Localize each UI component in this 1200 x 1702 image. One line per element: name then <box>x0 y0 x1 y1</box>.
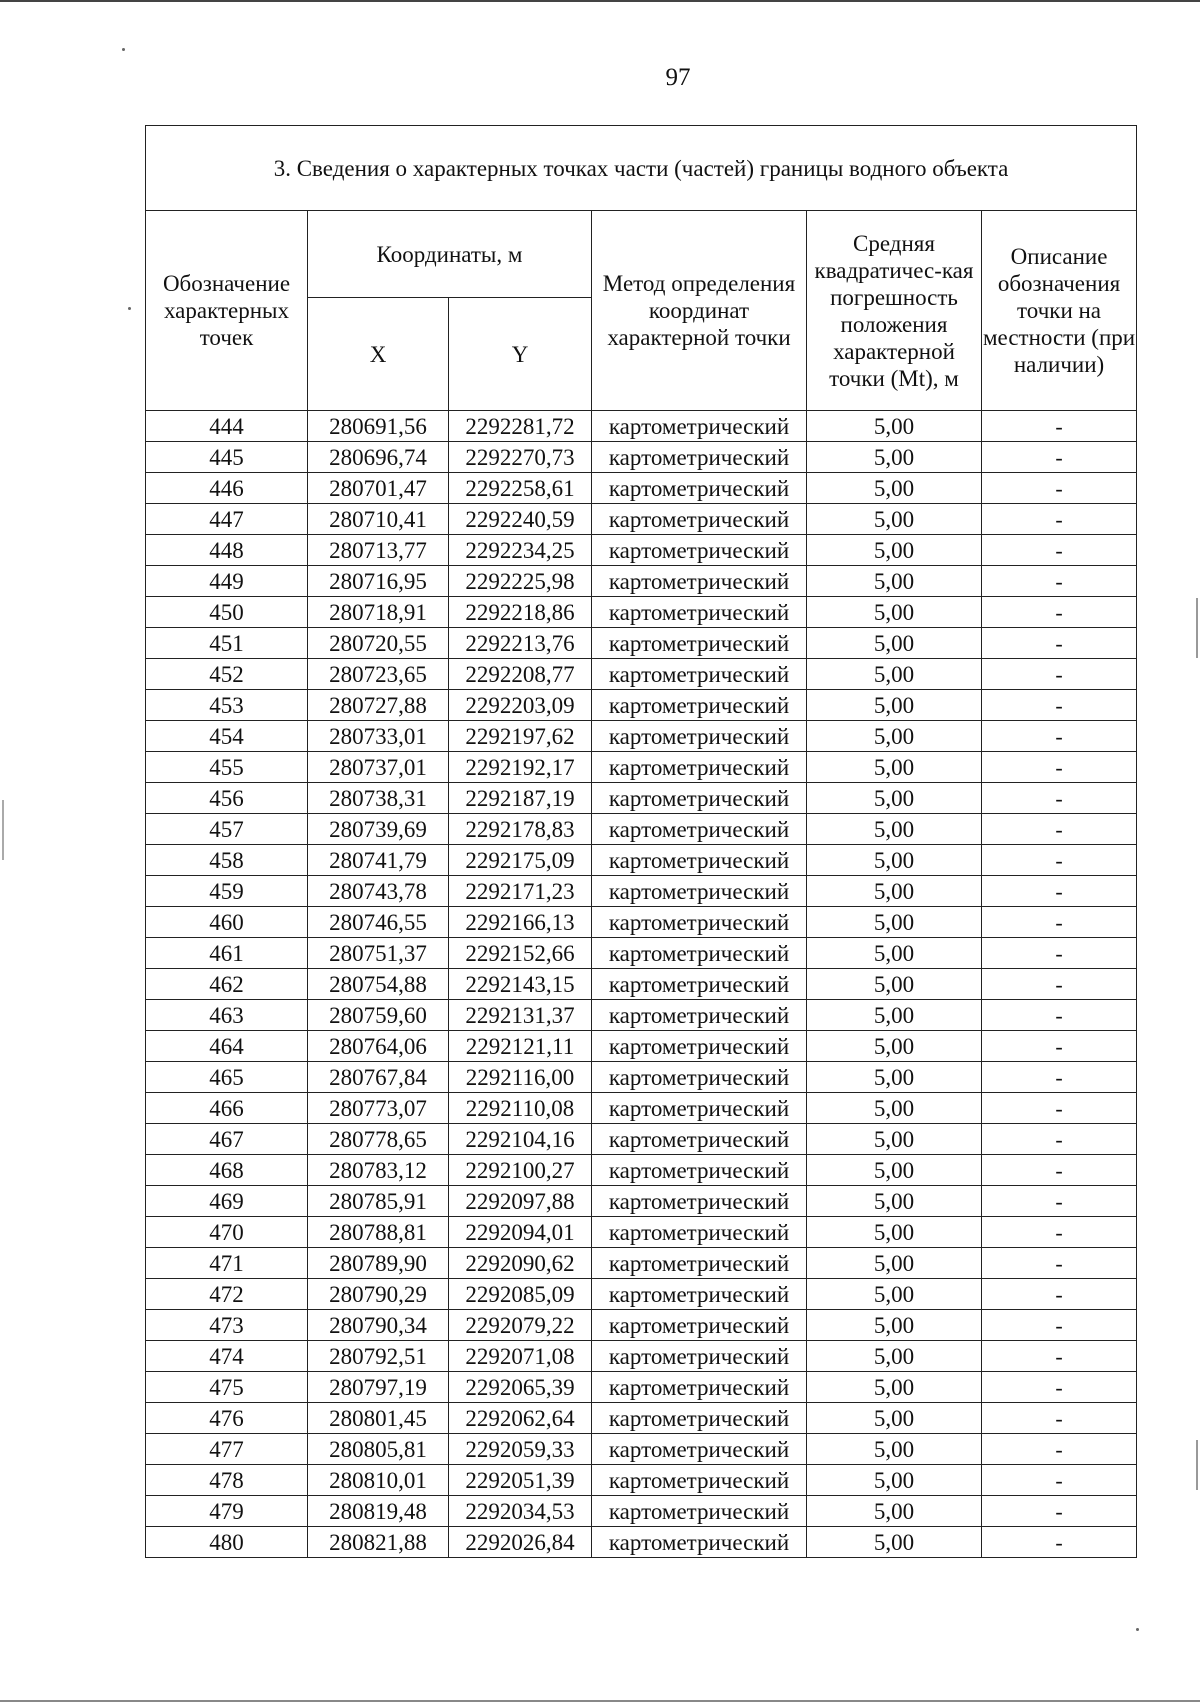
method-cell: картометрический <box>592 876 807 907</box>
accuracy-cell: 5,00 <box>807 659 982 690</box>
x-coordinate-cell: 280691,56 <box>308 411 449 442</box>
table-row <box>146 566 1137 597</box>
x-coordinate-cell: 280710,41 <box>308 504 449 535</box>
method-cell: картометрический <box>592 907 807 938</box>
description-cell: - <box>982 1403 1137 1434</box>
accuracy-cell: 5,00 <box>807 752 982 783</box>
scan-speck <box>128 307 131 310</box>
header-description: Описание обозначения точки на местности (при наличии) <box>982 211 1137 411</box>
method-cell: картометрический <box>592 1093 807 1124</box>
point-id-cell: 452 <box>146 659 308 690</box>
accuracy-cell: 5,00 <box>807 1217 982 1248</box>
method-cell: картометрический <box>592 721 807 752</box>
accuracy-cell: 5,00 <box>807 473 982 504</box>
method-cell: картометрический <box>592 1310 807 1341</box>
point-id-cell: 455 <box>146 752 308 783</box>
point-id-cell: 444 <box>146 411 308 442</box>
method-cell: картометрический <box>592 969 807 1000</box>
y-coordinate-cell: 2292104,16 <box>449 1124 592 1155</box>
y-coordinate-cell: 2292026,84 <box>449 1527 592 1558</box>
description-cell: - <box>982 1527 1137 1558</box>
table-row <box>146 938 1137 969</box>
y-coordinate-cell: 2292079,22 <box>449 1310 592 1341</box>
x-coordinate-cell: 280713,77 <box>308 535 449 566</box>
y-coordinate-cell: 2292225,98 <box>449 566 592 597</box>
description-cell: - <box>982 1341 1137 1372</box>
point-id-cell: 462 <box>146 969 308 1000</box>
x-coordinate-cell: 280778,65 <box>308 1124 449 1155</box>
description-cell: - <box>982 1124 1137 1155</box>
table-row <box>146 1372 1137 1403</box>
accuracy-cell: 5,00 <box>807 504 982 535</box>
y-coordinate-cell: 2292110,08 <box>449 1093 592 1124</box>
method-cell: картометрический <box>592 1217 807 1248</box>
method-cell: картометрический <box>592 1279 807 1310</box>
point-id-cell: 459 <box>146 876 308 907</box>
point-id-cell: 466 <box>146 1093 308 1124</box>
header-point-designation: Обозначение характерных точек <box>146 211 308 411</box>
method-cell: картометрический <box>592 1031 807 1062</box>
point-id-cell: 463 <box>146 1000 308 1031</box>
x-coordinate-cell: 280783,12 <box>308 1155 449 1186</box>
y-coordinate-cell: 2292213,76 <box>449 628 592 659</box>
scan-edge-right-mark <box>1196 598 1198 658</box>
y-coordinate-cell: 2292175,09 <box>449 845 592 876</box>
description-cell: - <box>982 876 1137 907</box>
description-cell: - <box>982 1372 1137 1403</box>
x-coordinate-cell: 280701,47 <box>308 473 449 504</box>
description-cell: - <box>982 690 1137 721</box>
y-coordinate-cell: 2292240,59 <box>449 504 592 535</box>
method-cell: картометрический <box>592 535 807 566</box>
description-cell: - <box>982 845 1137 876</box>
table-row <box>146 442 1137 473</box>
description-cell: - <box>982 504 1137 535</box>
y-coordinate-cell: 2292203,09 <box>449 690 592 721</box>
method-cell: картометрический <box>592 597 807 628</box>
table-row <box>146 1217 1137 1248</box>
x-coordinate-cell: 280821,88 <box>308 1527 449 1558</box>
description-cell: - <box>982 442 1137 473</box>
point-id-cell: 476 <box>146 1403 308 1434</box>
table-row <box>146 1496 1137 1527</box>
header-coordinates: Координаты, м <box>308 211 592 298</box>
description-cell: - <box>982 473 1137 504</box>
method-cell: картометрический <box>592 504 807 535</box>
point-id-cell: 446 <box>146 473 308 504</box>
accuracy-cell: 5,00 <box>807 1465 982 1496</box>
method-cell: картометрический <box>592 1527 807 1558</box>
x-coordinate-cell: 280737,01 <box>308 752 449 783</box>
method-cell: картометрический <box>592 659 807 690</box>
y-coordinate-cell: 2292116,00 <box>449 1062 592 1093</box>
accuracy-cell: 5,00 <box>807 1248 982 1279</box>
method-cell: картометрический <box>592 1124 807 1155</box>
table-row <box>146 845 1137 876</box>
accuracy-cell: 5,00 <box>807 1372 982 1403</box>
y-coordinate-cell: 2292062,64 <box>449 1403 592 1434</box>
x-coordinate-cell: 280754,88 <box>308 969 449 1000</box>
method-cell: картометрический <box>592 442 807 473</box>
point-id-cell: 473 <box>146 1310 308 1341</box>
y-coordinate-cell: 2292065,39 <box>449 1372 592 1403</box>
method-cell: картометрический <box>592 752 807 783</box>
x-coordinate-cell: 280739,69 <box>308 814 449 845</box>
method-cell: картометрический <box>592 1000 807 1031</box>
method-cell: картометрический <box>592 1434 807 1465</box>
point-id-cell: 447 <box>146 504 308 535</box>
y-coordinate-cell: 2292258,61 <box>449 473 592 504</box>
x-coordinate-cell: 280773,07 <box>308 1093 449 1124</box>
table-row <box>146 1000 1137 1031</box>
accuracy-cell: 5,00 <box>807 938 982 969</box>
x-coordinate-cell: 280741,79 <box>308 845 449 876</box>
y-coordinate-cell: 2292121,11 <box>449 1031 592 1062</box>
y-coordinate-cell: 2292234,25 <box>449 535 592 566</box>
description-cell: - <box>982 1434 1137 1465</box>
table-row <box>146 1434 1137 1465</box>
y-coordinate-cell: 2292034,53 <box>449 1496 592 1527</box>
table-row <box>146 535 1137 566</box>
accuracy-cell: 5,00 <box>807 1124 982 1155</box>
y-coordinate-cell: 2292059,33 <box>449 1434 592 1465</box>
point-id-cell: 470 <box>146 1217 308 1248</box>
header-accuracy: Средняя квадратичес-кая погрешность положения характерной точки (Mt), м <box>807 211 982 411</box>
x-coordinate-cell: 280733,01 <box>308 721 449 752</box>
accuracy-cell: 5,00 <box>807 845 982 876</box>
scan-speck <box>1136 1628 1139 1631</box>
y-coordinate-cell: 2292281,72 <box>449 411 592 442</box>
x-coordinate-cell: 280743,78 <box>308 876 449 907</box>
table-row <box>146 1155 1137 1186</box>
accuracy-cell: 5,00 <box>807 1310 982 1341</box>
scan-edge-left-mark <box>2 800 4 860</box>
x-coordinate-cell: 280696,74 <box>308 442 449 473</box>
accuracy-cell: 5,00 <box>807 1062 982 1093</box>
description-cell: - <box>982 628 1137 659</box>
description-cell: - <box>982 411 1137 442</box>
y-coordinate-cell: 2292051,39 <box>449 1465 592 1496</box>
y-coordinate-cell: 2292143,15 <box>449 969 592 1000</box>
accuracy-cell: 5,00 <box>807 1155 982 1186</box>
scan-edge-top <box>0 0 1200 2</box>
point-id-cell: 465 <box>146 1062 308 1093</box>
method-cell: картометрический <box>592 845 807 876</box>
y-coordinate-cell: 2292166,13 <box>449 907 592 938</box>
accuracy-cell: 5,00 <box>807 1527 982 1558</box>
table-row <box>146 659 1137 690</box>
accuracy-cell: 5,00 <box>807 442 982 473</box>
description-cell: - <box>982 814 1137 845</box>
x-coordinate-cell: 280767,84 <box>308 1062 449 1093</box>
accuracy-cell: 5,00 <box>807 566 982 597</box>
table-row <box>146 1527 1137 1558</box>
table-row <box>146 1465 1137 1496</box>
point-id-cell: 451 <box>146 628 308 659</box>
point-id-cell: 480 <box>146 1527 308 1558</box>
point-id-cell: 464 <box>146 1031 308 1062</box>
x-coordinate-cell: 280790,29 <box>308 1279 449 1310</box>
description-cell: - <box>982 783 1137 814</box>
method-cell: картометрический <box>592 938 807 969</box>
point-id-cell: 458 <box>146 845 308 876</box>
accuracy-cell: 5,00 <box>807 1186 982 1217</box>
point-id-cell: 474 <box>146 1341 308 1372</box>
point-id-cell: 468 <box>146 1155 308 1186</box>
x-coordinate-cell: 280785,91 <box>308 1186 449 1217</box>
accuracy-cell: 5,00 <box>807 814 982 845</box>
accuracy-cell: 5,00 <box>807 1279 982 1310</box>
method-cell: картометрический <box>592 411 807 442</box>
x-coordinate-cell: 280805,81 <box>308 1434 449 1465</box>
x-coordinate-cell: 280819,48 <box>308 1496 449 1527</box>
description-cell: - <box>982 1465 1137 1496</box>
x-coordinate-cell: 280759,60 <box>308 1000 449 1031</box>
accuracy-cell: 5,00 <box>807 1341 982 1372</box>
description-cell: - <box>982 752 1137 783</box>
description-cell: - <box>982 1155 1137 1186</box>
accuracy-cell: 5,00 <box>807 1434 982 1465</box>
method-cell: картометрический <box>592 1155 807 1186</box>
table-row <box>146 1341 1137 1372</box>
y-coordinate-cell: 2292270,73 <box>449 442 592 473</box>
point-id-cell: 472 <box>146 1279 308 1310</box>
point-id-cell: 479 <box>146 1496 308 1527</box>
point-id-cell: 449 <box>146 566 308 597</box>
description-cell: - <box>982 721 1137 752</box>
description-cell: - <box>982 1062 1137 1093</box>
accuracy-cell: 5,00 <box>807 876 982 907</box>
table-row <box>146 1124 1137 1155</box>
description-cell: - <box>982 566 1137 597</box>
description-cell: - <box>982 1093 1137 1124</box>
table-row <box>146 411 1137 442</box>
accuracy-cell: 5,00 <box>807 597 982 628</box>
x-coordinate-cell: 280720,55 <box>308 628 449 659</box>
method-cell: картометрический <box>592 1496 807 1527</box>
y-coordinate-cell: 2292218,86 <box>449 597 592 628</box>
point-id-cell: 477 <box>146 1434 308 1465</box>
x-coordinate-cell: 280751,37 <box>308 938 449 969</box>
table-row <box>146 1248 1137 1279</box>
table-row <box>146 1062 1137 1093</box>
description-cell: - <box>982 1217 1137 1248</box>
method-cell: картометрический <box>592 814 807 845</box>
description-cell: - <box>982 1186 1137 1217</box>
accuracy-cell: 5,00 <box>807 1093 982 1124</box>
table-row <box>146 814 1137 845</box>
table-row <box>146 1310 1137 1341</box>
description-cell: - <box>982 907 1137 938</box>
table-row <box>146 1093 1137 1124</box>
y-coordinate-cell: 2292192,17 <box>449 752 592 783</box>
point-id-cell: 471 <box>146 1248 308 1279</box>
point-id-cell: 456 <box>146 783 308 814</box>
accuracy-cell: 5,00 <box>807 411 982 442</box>
description-cell: - <box>982 659 1137 690</box>
table-row <box>146 504 1137 535</box>
table-row <box>146 969 1137 1000</box>
y-coordinate-cell: 2292178,83 <box>449 814 592 845</box>
page-number: 97 <box>665 64 691 91</box>
description-cell: - <box>982 535 1137 566</box>
x-coordinate-cell: 280797,19 <box>308 1372 449 1403</box>
x-coordinate-cell: 280788,81 <box>308 1217 449 1248</box>
method-cell: картометрический <box>592 566 807 597</box>
accuracy-cell: 5,00 <box>807 1031 982 1062</box>
x-coordinate-cell: 280738,31 <box>308 783 449 814</box>
point-id-cell: 454 <box>146 721 308 752</box>
table-row <box>146 628 1137 659</box>
x-coordinate-cell: 280810,01 <box>308 1465 449 1496</box>
point-id-cell: 457 <box>146 814 308 845</box>
y-coordinate-cell: 2292090,62 <box>449 1248 592 1279</box>
scan-speck <box>122 48 125 51</box>
accuracy-cell: 5,00 <box>807 1403 982 1434</box>
table-row <box>146 783 1137 814</box>
description-cell: - <box>982 969 1137 1000</box>
header-x: X <box>308 298 449 411</box>
accuracy-cell: 5,00 <box>807 690 982 721</box>
section-title: 3. Сведения о характерных точках части (частей) границы водного объекта <box>146 126 1137 211</box>
table-row <box>146 1186 1137 1217</box>
point-id-cell: 445 <box>146 442 308 473</box>
scan-edge-right-mark <box>1196 1440 1198 1490</box>
method-cell: картометрический <box>592 1341 807 1372</box>
y-coordinate-cell: 2292131,37 <box>449 1000 592 1031</box>
point-id-cell: 461 <box>146 938 308 969</box>
table-row <box>146 907 1137 938</box>
description-cell: - <box>982 1031 1137 1062</box>
y-coordinate-cell: 2292208,77 <box>449 659 592 690</box>
y-coordinate-cell: 2292071,08 <box>449 1341 592 1372</box>
point-id-cell: 450 <box>146 597 308 628</box>
point-id-cell: 453 <box>146 690 308 721</box>
method-cell: картометрический <box>592 1403 807 1434</box>
method-cell: картометрический <box>592 1372 807 1403</box>
y-coordinate-cell: 2292094,01 <box>449 1217 592 1248</box>
table-row <box>146 690 1137 721</box>
table-row <box>146 1031 1137 1062</box>
method-cell: картометрический <box>592 473 807 504</box>
method-cell: картометрический <box>592 628 807 659</box>
description-cell: - <box>982 597 1137 628</box>
description-cell: - <box>982 1279 1137 1310</box>
accuracy-cell: 5,00 <box>807 535 982 566</box>
table-row <box>146 1279 1137 1310</box>
table-row <box>146 721 1137 752</box>
accuracy-cell: 5,00 <box>807 969 982 1000</box>
description-cell: - <box>982 1496 1137 1527</box>
x-coordinate-cell: 280746,55 <box>308 907 449 938</box>
x-coordinate-cell: 280789,90 <box>308 1248 449 1279</box>
y-coordinate-cell: 2292097,88 <box>449 1186 592 1217</box>
method-cell: картометрический <box>592 1062 807 1093</box>
y-coordinate-cell: 2292152,66 <box>449 938 592 969</box>
point-id-cell: 478 <box>146 1465 308 1496</box>
accuracy-cell: 5,00 <box>807 1000 982 1031</box>
x-coordinate-cell: 280790,34 <box>308 1310 449 1341</box>
method-cell: картометрический <box>592 1248 807 1279</box>
description-cell: - <box>982 1248 1137 1279</box>
y-coordinate-cell: 2292187,19 <box>449 783 592 814</box>
table-body <box>146 411 1137 1558</box>
y-coordinate-cell: 2292100,27 <box>449 1155 592 1186</box>
x-coordinate-cell: 280801,45 <box>308 1403 449 1434</box>
accuracy-cell: 5,00 <box>807 1496 982 1527</box>
table-row <box>146 752 1137 783</box>
method-cell: картометрический <box>592 783 807 814</box>
y-coordinate-cell: 2292171,23 <box>449 876 592 907</box>
header-method: Метод определения координат характерной точки <box>592 211 807 411</box>
method-cell: картометрический <box>592 690 807 721</box>
point-id-cell: 467 <box>146 1124 308 1155</box>
point-id-cell: 460 <box>146 907 308 938</box>
table-row <box>146 876 1137 907</box>
table-row <box>146 473 1137 504</box>
x-coordinate-cell: 280723,65 <box>308 659 449 690</box>
method-cell: картометрический <box>592 1465 807 1496</box>
accuracy-cell: 5,00 <box>807 783 982 814</box>
table-row <box>146 1403 1137 1434</box>
table-row <box>146 597 1137 628</box>
accuracy-cell: 5,00 <box>807 721 982 752</box>
description-cell: - <box>982 938 1137 969</box>
method-cell: картометрический <box>592 1186 807 1217</box>
x-coordinate-cell: 280716,95 <box>308 566 449 597</box>
boundary-points-table <box>145 125 1137 1558</box>
point-id-cell: 469 <box>146 1186 308 1217</box>
y-coordinate-cell: 2292085,09 <box>449 1279 592 1310</box>
x-coordinate-cell: 280718,91 <box>308 597 449 628</box>
x-coordinate-cell: 280792,51 <box>308 1341 449 1372</box>
accuracy-cell: 5,00 <box>807 907 982 938</box>
header-y: Y <box>449 298 592 411</box>
point-id-cell: 475 <box>146 1372 308 1403</box>
description-cell: - <box>982 1310 1137 1341</box>
description-cell: - <box>982 1000 1137 1031</box>
x-coordinate-cell: 280727,88 <box>308 690 449 721</box>
y-coordinate-cell: 2292197,62 <box>449 721 592 752</box>
accuracy-cell: 5,00 <box>807 628 982 659</box>
x-coordinate-cell: 280764,06 <box>308 1031 449 1062</box>
point-id-cell: 448 <box>146 535 308 566</box>
